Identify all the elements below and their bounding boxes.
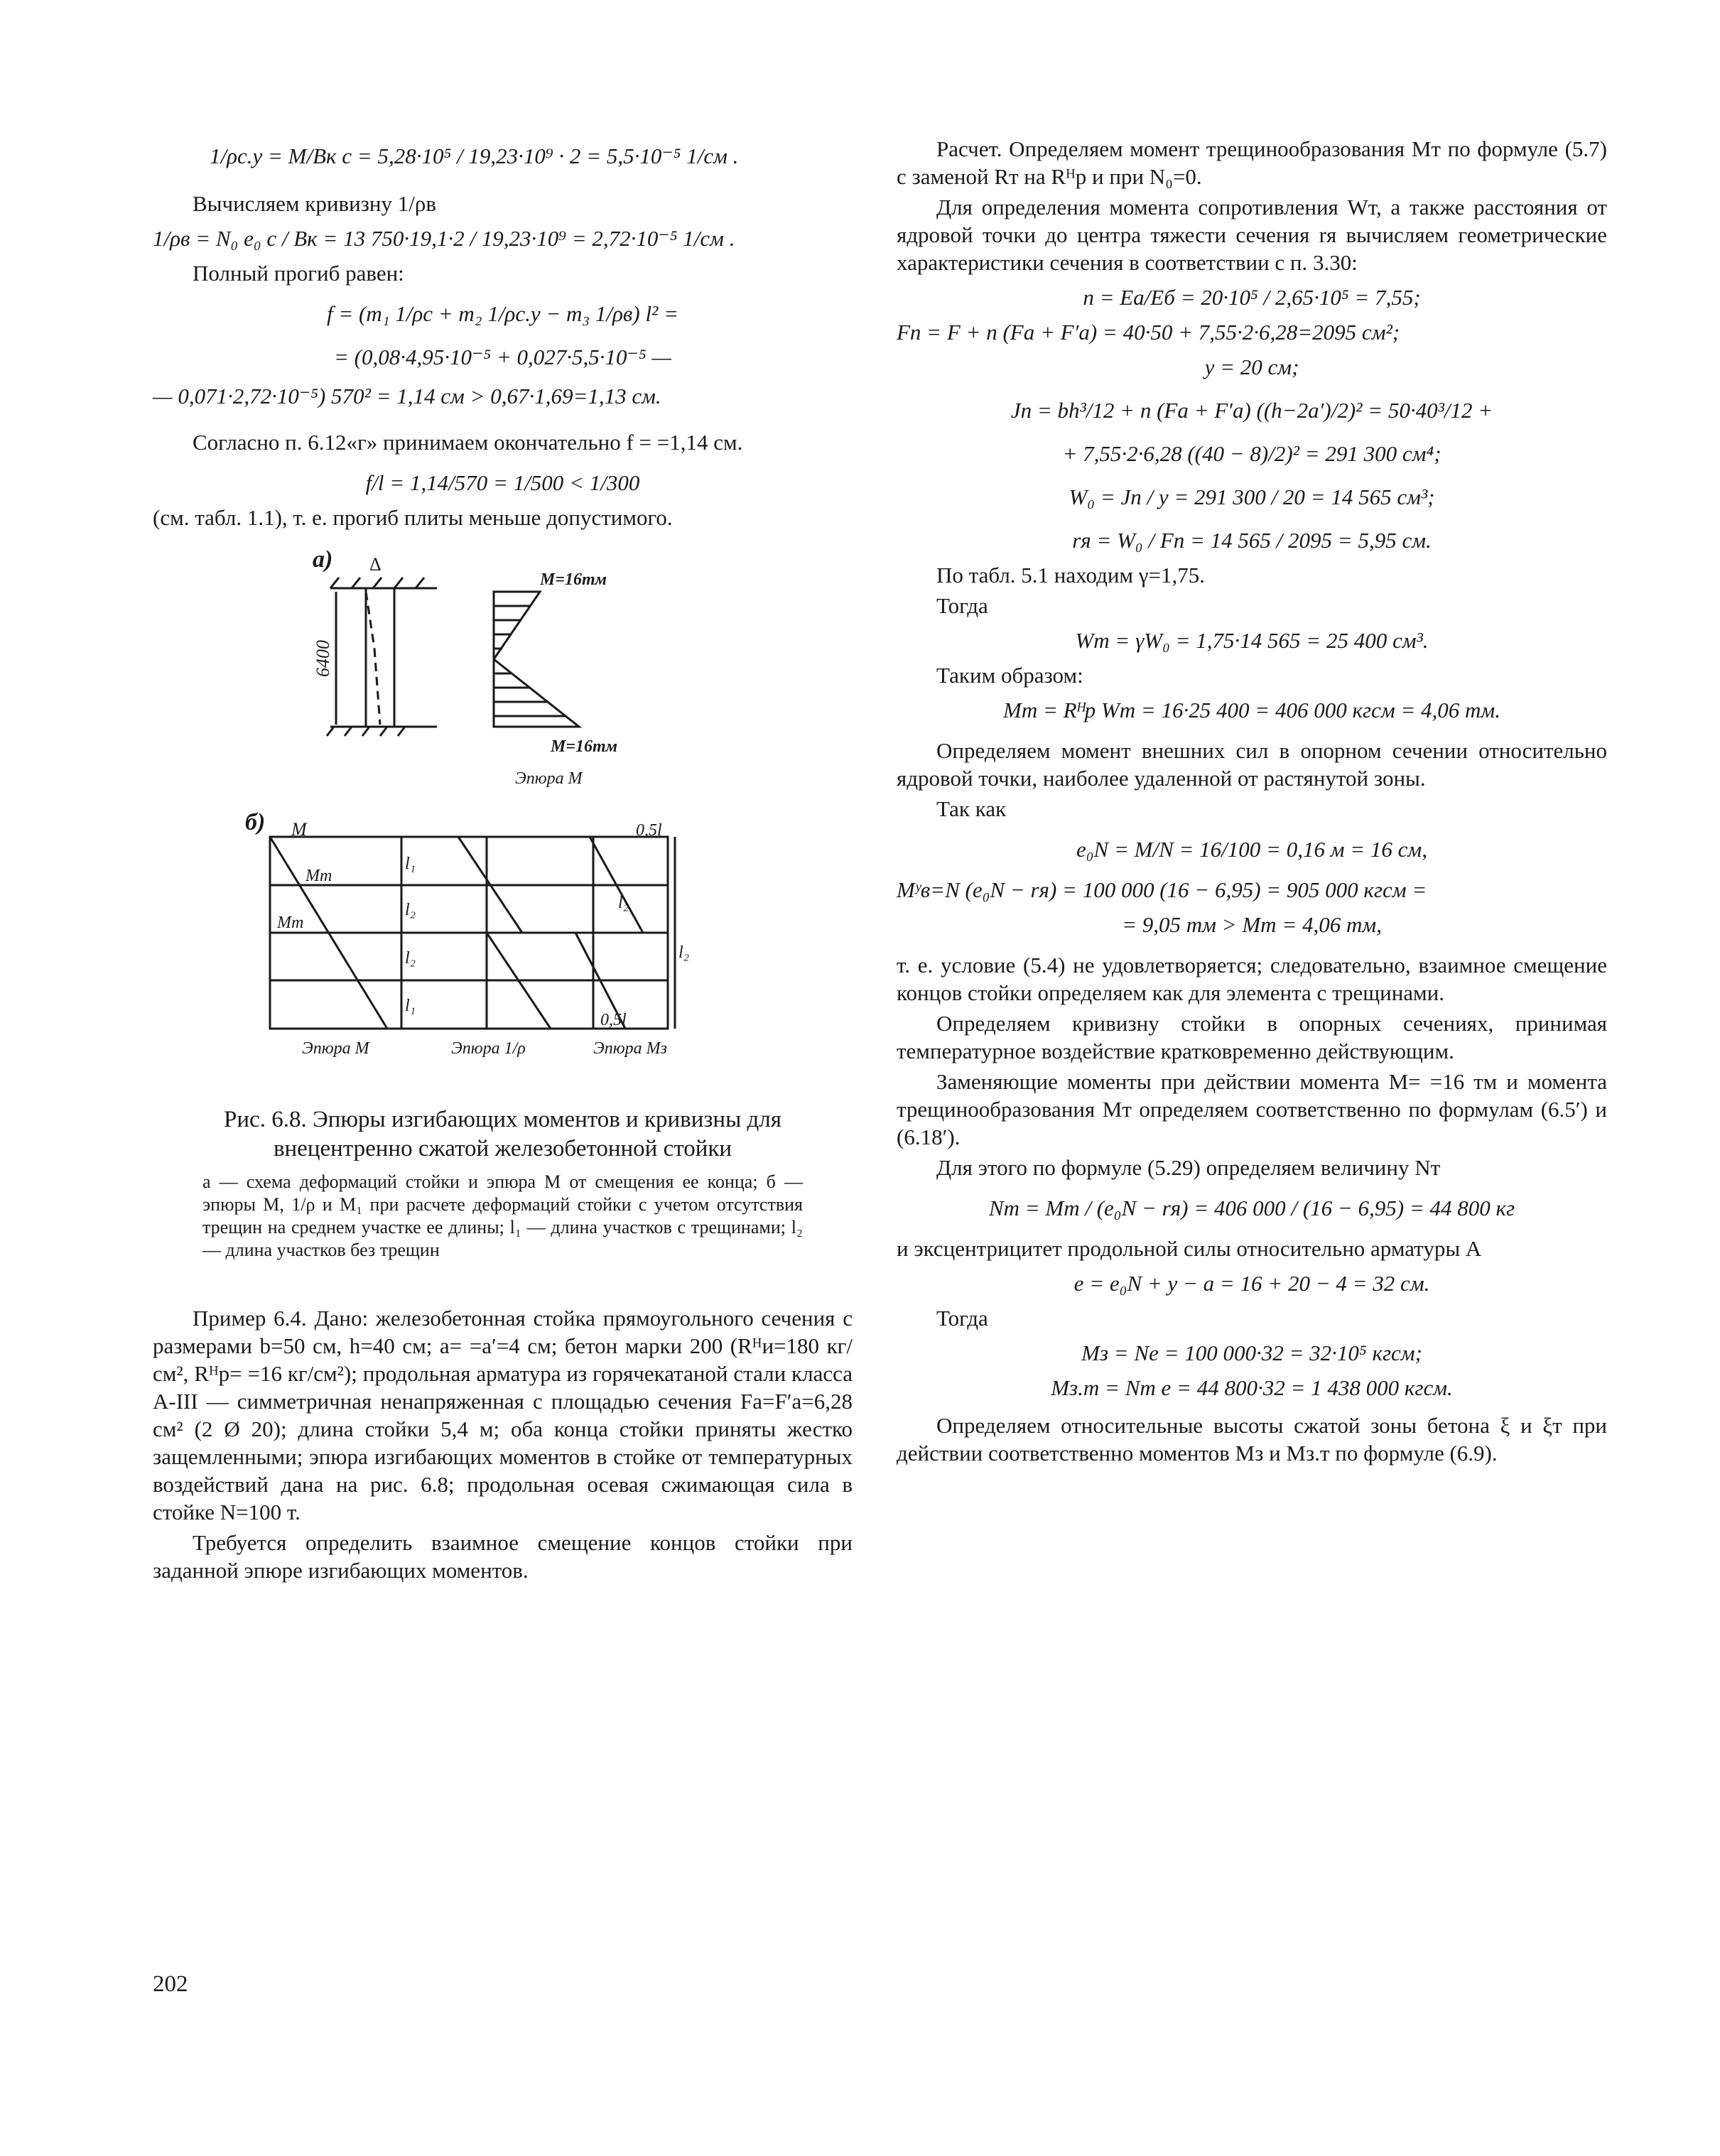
epure-caption-m: Эпюра М <box>302 1039 369 1058</box>
formula-jp-2: + 7,55·2·6,28 ((40 − 8)/2)² = 291 300 см⁴; <box>1062 441 1442 466</box>
formula-jp-1: Jп = bh³/12 + n (Fа + F′а) ((h−2a′)/2)² = 50·40³/12 + <box>1010 398 1493 423</box>
formula-fp: Fп = F + n (Fа + F′а) = 40·50 + 7,55·2·6,28=2095 см²; <box>897 320 1400 345</box>
formula-w0: W₀ = Jп / y = 291 300 / 20 = 14 565 см³; <box>1069 484 1435 509</box>
formula-nt: Nт = Мт / (e₀N − rя) = 406 000 / (16 − 6,95) = 44 800 кг <box>988 1196 1515 1220</box>
epure-label-m: М <box>291 819 307 840</box>
formula-deflection-3: — 0,071·2,72·10⁻⁵) 570² = 1,14 см > 0,67·1,69=1,13 см. <box>153 384 661 408</box>
figure-a-label: а) <box>313 546 333 573</box>
delta-label: Δ <box>369 554 382 575</box>
text-curvature-support: Определяем кривизну стойки в опорных сечениях, принимая температурное воздействие кратковременно действующим. <box>897 1011 1607 1063</box>
formula-e: e = e₀N + y − a = 16 + 20 − 4 = 32 см. <box>1073 1271 1430 1296</box>
epure-label-l2-right: l₂ <box>618 894 629 912</box>
formula-e0n: e₀N = M/N = 16/100 = 0,16 м = 16 см, <box>1076 837 1427 862</box>
formula-ratio: f/l = 1,14/570 = 1/500 < 1/300 <box>365 470 640 495</box>
formula-mzt: Мз.т = Nт e = 44 800·32 = 1 438 000 кгсм. <box>1051 1375 1453 1400</box>
moment-top-label: М=16тм <box>540 570 607 589</box>
formula-mz: Мз = Ne = 100 000·32 = 32·10⁵ кгсм; <box>1081 1340 1422 1365</box>
epure-caption-mz: Эпюра Мз <box>593 1039 667 1058</box>
formula-ry: rя = W₀ / Fп = 14 565 / 2095 = 5,95 см. <box>1072 528 1432 553</box>
formula-curvature-v: 1/ρв = N₀ e₀ c / Bк = 13 750·19,1·2 / 19,23·10⁹ = 2,72·10⁻⁵ 1/см . <box>153 226 735 251</box>
text-thus: Таким образом: <box>936 663 1083 688</box>
text-full-deflection: Полный прогиб равен: <box>193 261 404 286</box>
formula-mv-1: Мʸв=N (e₀N − rя) = 100 000 (16 − 6,95) = 905 000 кгсм = <box>897 877 1427 902</box>
text-condition: т. е. условие (5.4) не удовлетворяется; следовательно, взаимное смещение концов стойки определяем как для элемента с трещинами. <box>897 953 1607 1005</box>
formula-wt: Wт = γW₀ = 1,75·14 565 = 25 400 см³. <box>1075 628 1429 653</box>
formula-mv-2: = 9,05 тм > Мт = 4,06 тм, <box>1122 912 1382 937</box>
figure-b-label: б) <box>245 809 266 835</box>
formula-curvature-cy: 1/ρс.у = M/Bк c = 5,28·10⁵ / 19,23·10⁹ · 2 = 5,5·10⁻⁵ 1/см . <box>210 143 739 168</box>
height-label: 6400 <box>313 640 333 677</box>
formula-deflection-2: = (0,08·4,95·10⁻⁵ + 0,027·5,5·10⁻⁵ — <box>333 345 671 369</box>
left-column <box>153 135 853 1587</box>
epure-label-frac-bottom: 0,5l <box>600 1011 627 1029</box>
example-6-4: Пример 6.4. Дано: железобетонная стойка прямоугольного сечения с размерами b=50 см, h=40 см; a= =a′=4 см; бетон марки 200 (Rᴴи=180 кг/см², Rᴴр= =16 кг/см²); продольная арматура из горячекатаной стали класса А-III — симметричная ненапряженная с площадью сечения Fа=F′а=6,28 см² (2 Ø 20); длина стойки 5,4 м; оба конца стойки приняты жестко защемленными; эпюра изгибающих моментов в стойке от температурных воздействий дана на рис. 6.8; продольная осевая сжимающая сила в стойке N=100 т. <box>153 1306 853 1524</box>
epure-m-caption: Эпюра М <box>515 769 583 788</box>
epure-label-l2-b: l₂ <box>405 949 416 968</box>
epure-label-l1-bottom: l₁ <box>405 997 416 1015</box>
text-formula-529: Для этого по формуле (5.29) определяем величину Nт <box>936 1155 1441 1180</box>
figure-b <box>245 809 689 1058</box>
text-then-1: Тогда <box>936 593 988 618</box>
text-geom-props: Для определения момента сопротивления Wт, а также расстояния от ядровой точки до центра тяжести сечения rя вычисляем геометрические характеристики сечения в соответствии с п. 3.30: <box>897 195 1607 275</box>
epure-label-frac-top: 0,5l <box>636 821 662 840</box>
text-relative-heights: Определяем относительные высоты сжатой зоны бетона ξ и ξт при действии соответственно моментов Мз и Мз.т по формуле (6.9). <box>897 1413 1607 1466</box>
text-external-moment: Определяем момент внешних сил в опорном сечении относительно ядровой точки, наиболее удаленной от растянутой зоны. <box>897 738 1607 791</box>
formula-mt: Мт = Rᴴр Wт = 16·25 400 = 406 000 кгсм = 4,06 тм. <box>1003 698 1500 722</box>
epure-label-l2-a: l₂ <box>405 901 416 919</box>
figure-caption: Рис. 6.8. Эпюры изгибающих моментов и кривизны для внецентренно сжатой железобетонной стойки <box>224 1107 781 1161</box>
epure-label-mt-2: Мт <box>277 914 304 932</box>
formula-n: n = Eа/Eб = 20·10⁵ / 2,65·10⁵ = 7,55; <box>1083 285 1421 310</box>
epure-caption-curvature: Эпюра 1/ρ <box>451 1039 526 1058</box>
figure-legend: а — схема деформаций стойки и эпюра М от смещения ее конца; б — эпюры М, 1/ρ и М₁ при расчете деформаций стойки с учетом отсутствия трещин на среднем участке ее длины; l₁ — длина участков с трещинами; l₂ — длина участков без трещин <box>202 1171 803 1260</box>
example-task: Требуется определить взаимное смещение концов стойки при заданной эпюре изгибающих моментов. <box>153 1530 853 1583</box>
page-number: 202 <box>153 1971 188 1997</box>
formula-deflection-1: f = (m₁ 1/ρс + m₂ 1/ρс.у − m₃ 1/ρв) l² = <box>326 301 679 326</box>
epure-label-l2-right-2: l₂ <box>678 943 690 962</box>
text-calc-intro: Расчет. Определяем момент трещинообразования Мт по формуле (5.7) с заменой Rт на Rᴴр и при N₀=0. <box>897 136 1607 189</box>
text-ratio-conclusion: (см. табл. 1.1), т. е. прогиб плиты меньше допустимого. <box>153 505 673 530</box>
epure-label-l1-top: l₁ <box>405 855 416 873</box>
text-since: Так как <box>936 796 1007 821</box>
figure-a <box>313 546 617 788</box>
text-replacing-moments: Заменяющие моменты при действии момента М= =16 тм и момента трещинообразования Мт определяем соответственно по формулам (6.5′) и (6.18′). <box>897 1069 1607 1149</box>
moment-bottom-label: М=16тм <box>551 737 618 756</box>
text-compute-curvature: Вычисляем кривизну 1/ρв <box>193 191 436 216</box>
right-column <box>897 135 1607 1470</box>
text-table-gamma: По табл. 5.1 находим γ=1,75. <box>936 563 1205 587</box>
epure-label-mt-1: Мт <box>305 867 332 885</box>
figure-6-8 <box>153 538 853 1093</box>
formula-y: y = 20 см; <box>1204 354 1299 379</box>
text-then-2: Тогда <box>936 1306 988 1331</box>
text-eccentricity: и эксцентрицитет продольной силы относительно арматуры А <box>897 1236 1482 1261</box>
text-final-deflection: Согласно п. 6.12«г» принимаем окончательно f = =1,14 см. <box>193 430 743 455</box>
